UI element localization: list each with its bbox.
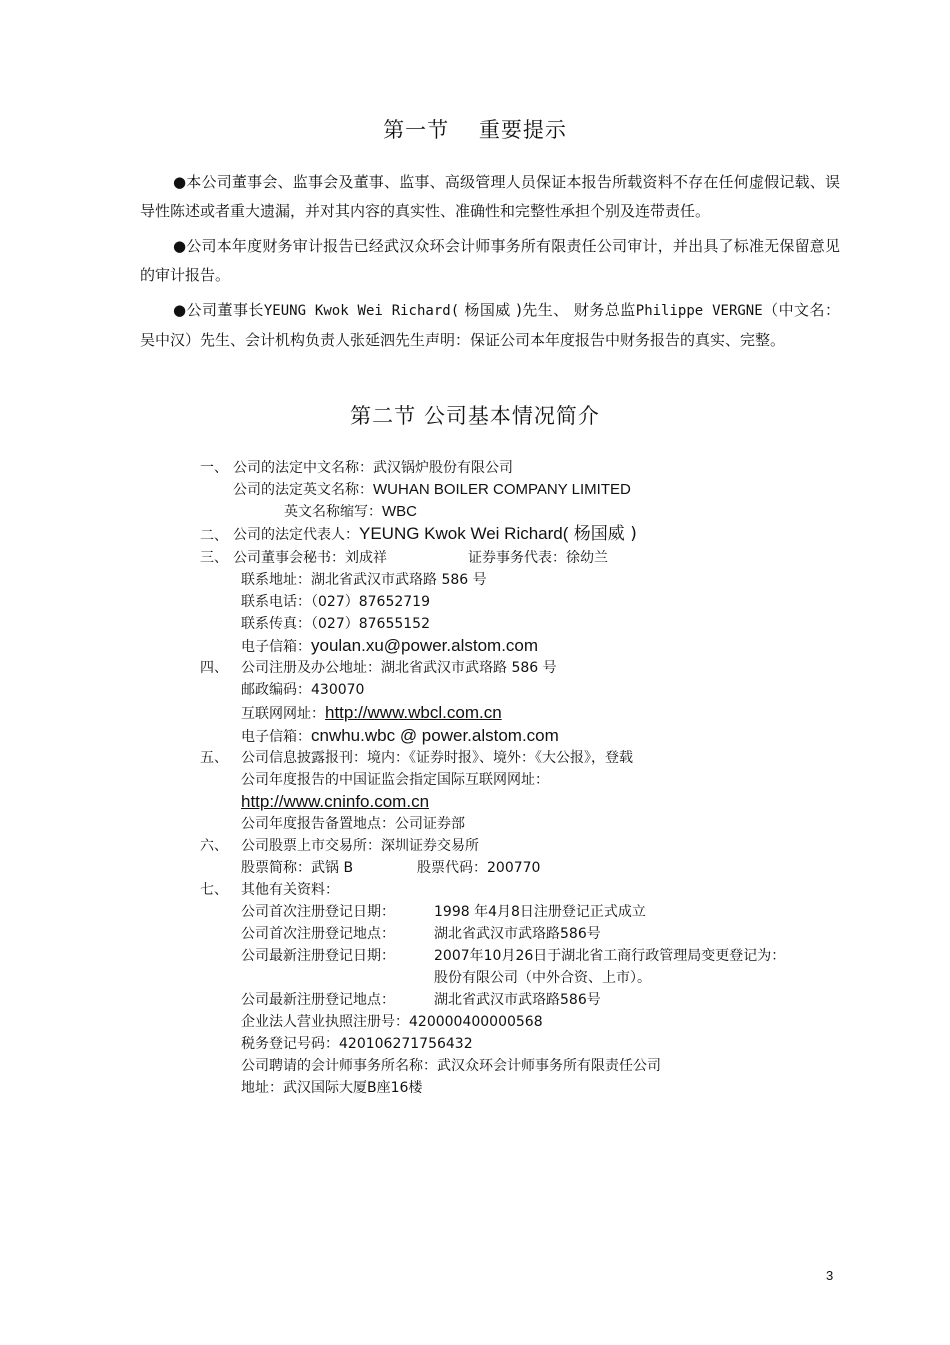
other-info-heading: 其他有关资料： bbox=[241, 882, 339, 898]
website-line bbox=[241, 703, 502, 724]
stock-exchange-line: 公司股票上市交易所：深圳证券交易所 bbox=[241, 838, 479, 854]
cninfo-link[interactable]: http://www.cninfo.com.cn bbox=[241, 792, 430, 811]
legal-rep-value: YEUNG Kwok Wei Richard( bbox=[359, 524, 569, 543]
contact-fax-line bbox=[241, 614, 430, 634]
latest-reg-date-value-2: 股份有限公司（中外合资、上市）。 bbox=[434, 970, 651, 986]
securities-rep-label: 证券事务代表： bbox=[468, 550, 566, 566]
en-name-value: WUHAN BOILER COMPANY LIMITED bbox=[373, 481, 631, 498]
latest-reg-place-value: 湖北省武汉市武珞路586号 bbox=[434, 992, 601, 1008]
website-label: 互联网网址： bbox=[241, 706, 325, 722]
contact-phone-value: （027）87652719 bbox=[311, 594, 430, 610]
secretary-label: 公司董事会秘书： bbox=[233, 550, 345, 566]
p3-text-c: （中文名：吴中汉）先生、会计机构负责人张延泗先生声明：保证公司本年度报告中财务报告的真实、完整。 bbox=[140, 301, 840, 349]
first-reg-date-label: 公司首次注册登记日期： bbox=[241, 904, 395, 920]
disclosure-media-line: 公司信息披露报刊：境内：《证券时报》、境外：《大公报》，登载 bbox=[241, 750, 633, 766]
item6-number: 六、 bbox=[200, 838, 228, 854]
auditor-address-line: 地址：武汉国际大厦B座16楼 bbox=[241, 1080, 423, 1096]
registered-address-line bbox=[241, 658, 557, 678]
legal-rep-value-cn: 杨国威 ) bbox=[568, 524, 637, 544]
postcode-value: 430070 bbox=[311, 682, 365, 698]
registered-address-label: 公司注册及办公地址： bbox=[241, 660, 381, 676]
abbr-label: 英文名称缩写： bbox=[284, 504, 382, 520]
cn-name-value: 武汉锅炉股份有限公司 bbox=[373, 460, 513, 476]
postcode-label: 邮政编码： bbox=[241, 682, 311, 698]
abbr-line bbox=[284, 502, 417, 522]
secretary-value: 刘成祥 bbox=[345, 550, 387, 566]
contact-phone-line bbox=[241, 592, 430, 612]
stock-code-label: 股票代码： bbox=[417, 860, 487, 876]
contact-address-line bbox=[241, 570, 487, 590]
contact-fax-value: （027）87655152 bbox=[311, 616, 430, 632]
cn-name-label: 公司的法定中文名称： bbox=[233, 460, 373, 476]
notice-paragraph-2: ●公司本年度财务审计报告已经武汉众环会计师事务所有限责任公司审计，并出具了标准无保留意见的审计报告。 bbox=[140, 237, 840, 284]
item5-number: 五、 bbox=[200, 750, 228, 766]
contact-address-value: 湖北省武汉市武珞路 586 号 bbox=[311, 572, 487, 588]
section2-title: 第二节 公司基本情况简介 bbox=[350, 404, 600, 428]
first-reg-place-label: 公司首次注册登记地点： bbox=[241, 926, 395, 942]
item7-number: 七、 bbox=[200, 882, 228, 898]
legal-rep-line bbox=[233, 524, 637, 545]
contact-phone-label: 联系电话： bbox=[241, 594, 311, 610]
tax-registration-line: 税务登记号码：420106271756432 bbox=[241, 1036, 473, 1052]
stock-code-line bbox=[417, 858, 540, 878]
stock-short-value: 武锅 B bbox=[311, 860, 354, 876]
latest-reg-date-label: 公司最新注册登记日期： bbox=[241, 948, 395, 964]
item3-number: 三、 bbox=[200, 550, 228, 566]
registered-address-value: 湖北省武汉市武珞路 586 号 bbox=[381, 660, 557, 676]
contact-email-label: 电子信箱： bbox=[241, 639, 311, 655]
contact-address-label: 联系地址： bbox=[241, 572, 311, 588]
auditor-line: 公司聘请的会计师事务所名称：武汉众环会计师事务所有限责任公司 bbox=[241, 1058, 661, 1074]
csrc-site-label: 公司年度报告的中国证监会指定国际互联网网址： bbox=[241, 772, 549, 788]
item1-number: 一、 bbox=[200, 460, 228, 476]
company-email-label: 电子信箱： bbox=[241, 729, 311, 745]
cfo-name: Philippe VERGNE bbox=[635, 303, 763, 319]
stock-short-label: 股票简称： bbox=[241, 860, 311, 876]
first-reg-place-value: 湖北省武汉市武珞路586号 bbox=[434, 926, 601, 942]
legal-rep-label: 公司的法定代表人： bbox=[233, 527, 359, 543]
stock-code-value: 200770 bbox=[487, 860, 541, 876]
page-number: 3 bbox=[826, 1268, 834, 1283]
first-reg-date-value: 1998 年4月8日注册登记正式成立 bbox=[434, 904, 646, 920]
section1-title: 第一节 重要提示 bbox=[383, 118, 567, 142]
website-link[interactable]: http://www.wbcl.com.cn bbox=[325, 703, 502, 722]
latest-reg-date-value: 2007年10月26日于湖北省工商行政管理局变更登记为： bbox=[434, 948, 786, 964]
contact-fax-label: 联系传真： bbox=[241, 616, 311, 632]
business-license-line: 企业法人营业执照注册号：420000400000568 bbox=[241, 1014, 543, 1030]
item2-number: 二、 bbox=[200, 528, 228, 544]
en-name-line bbox=[233, 480, 631, 500]
stock-short-line bbox=[241, 858, 353, 878]
notice-paragraph-1: ●本公司董事会、监事会及董事、监事、高级管理人员保证本报告所载资料不存在任何虚假记载、误导性陈述或者重大遗漏，并对其内容的真实性、准确性和完整性承担个别及连带责任。 bbox=[140, 173, 840, 220]
item4-number: 四、 bbox=[200, 660, 228, 676]
postcode-line bbox=[241, 680, 364, 700]
en-name-label: 公司的法定英文名称： bbox=[233, 482, 373, 498]
p3-text-a: ●公司董事长 bbox=[173, 301, 264, 319]
latest-reg-place-label: 公司最新注册登记地点： bbox=[241, 992, 395, 1008]
company-email-line bbox=[241, 726, 559, 747]
notice-paragraph-3 bbox=[140, 296, 840, 355]
securities-rep-line bbox=[468, 548, 608, 568]
contact-email-line bbox=[241, 636, 538, 657]
p3-text-b: 杨国威 )先生、 财务总监 bbox=[459, 301, 636, 319]
contact-email-value[interactable]: youlan.xu@power.alstom.com bbox=[311, 636, 539, 655]
securities-rep-value: 徐幼兰 bbox=[566, 550, 608, 566]
cn-name-line bbox=[233, 458, 513, 478]
abbr-value: WBC bbox=[382, 503, 417, 520]
secretary-line bbox=[233, 548, 387, 568]
report-location-line: 公司年度报告备置地点：公司证券部 bbox=[241, 816, 465, 832]
company-email-value[interactable]: cnwhu.wbc @ power.alstom.com bbox=[311, 726, 559, 745]
chairman-name: YEUNG Kwok Wei Richard( bbox=[263, 303, 460, 319]
